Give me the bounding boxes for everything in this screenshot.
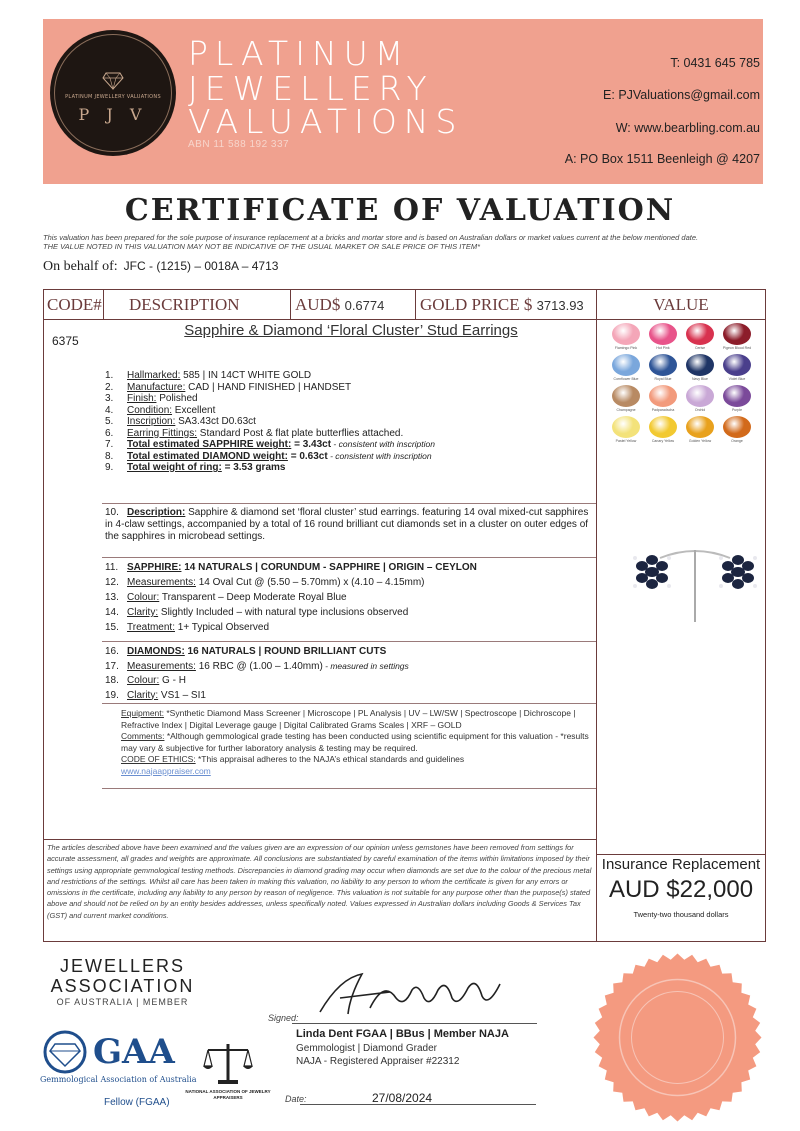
line-number: 3. <box>105 393 114 404</box>
line-label: Measurements: <box>127 660 196 672</box>
gem-swatch-label: Golden Yellow <box>688 439 712 443</box>
spec-line <box>105 439 435 450</box>
line-label: Total weight of ring: <box>127 462 222 473</box>
gem-swatch <box>686 323 714 345</box>
line-note: - measured in settings <box>322 660 409 671</box>
naja-logo-text: NATIONAL ASSOCIATION OF JEWELRY APPRAISERS <box>185 1089 271 1100</box>
gem-swatch-label: Padparadscha <box>651 408 675 412</box>
comments-text: *Although gemmological grade testing has been conducted using scientific equipment for this valuation - *results may vary & subjective for further laboratory analysis & testing may be required. <box>121 731 589 753</box>
pjv-logo <box>50 30 176 156</box>
line-number: 18. <box>105 675 119 686</box>
disclaimer <box>43 233 773 251</box>
gem-swatch-label: Orchid <box>694 408 706 412</box>
sapphire-line <box>105 622 269 633</box>
gem-swatch-label: Cornflower Blue <box>613 377 639 381</box>
behalf-label: On behalf of: <box>43 259 118 274</box>
line-label: Colour: <box>127 592 160 603</box>
on-behalf-of <box>43 259 278 275</box>
line-number: 5. <box>105 416 114 427</box>
valuation-date: 27/08/2024 <box>372 1091 433 1105</box>
line-label: Total estimated DIAMOND weight: <box>127 450 288 462</box>
line-number: 6. <box>105 427 114 439</box>
jewellers-association-logo <box>30 956 215 996</box>
line-label: Total estimated SAPPHIRE weight: <box>127 439 292 450</box>
line-value: SA3.43ct D0.63ct <box>175 416 256 427</box>
contact-email: E: PJValuations@gmail.com <box>603 88 760 102</box>
header-code: CODE# <box>47 295 102 314</box>
contact-phone: T: 0431 645 785 <box>670 56 760 70</box>
line-number: 14. <box>105 607 119 618</box>
spec-line <box>105 428 403 439</box>
gem-swatch <box>723 385 751 407</box>
behalf-ref: JFC - (1215) – 0018A – 4713 <box>123 259 279 273</box>
gem-swatch-label: Champagne <box>616 408 636 412</box>
header-gold-price: GOLD PRICE $ <box>420 295 533 314</box>
gem-swatch <box>723 323 751 345</box>
scales-icon <box>200 1040 256 1088</box>
brand-line-1: PLATINUM <box>188 34 411 73</box>
fellow-label: Fellow (FGAA) <box>104 1097 170 1108</box>
line-value: VS1 – SI1 <box>158 689 206 701</box>
disclaimer-line-1: This valuation has been prepared for the sole purpose of insurance replacement at a bricks and mortar store and is based on Australian dollars or market values current at the below mentioned date. <box>43 233 699 242</box>
line-value: Standard Post & flat plate butterflies attached. <box>197 427 404 439</box>
brand-line-2: JEWELLERY <box>188 69 434 108</box>
gem-swatch-label: Navy Blue <box>692 377 708 381</box>
desc-number: 10. <box>105 507 119 518</box>
gold-price: 3713.93 <box>536 298 584 313</box>
logo-text: PLATINUM JEWELLERY VALUATIONS <box>65 94 161 100</box>
gem-swatch <box>649 323 677 345</box>
line-label: SAPPHIRE: <box>127 562 182 573</box>
valuer-title-1: Gemmologist | Diamond Grader <box>296 1043 437 1054</box>
signed-label: Signed: <box>268 1013 299 1023</box>
line-label: Condition: <box>127 404 173 416</box>
gaa-subtitle: Gemmological Association of Australia <box>40 1075 197 1084</box>
line-number: 13. <box>105 592 119 603</box>
comments-label: Comments: <box>121 731 165 741</box>
header-aud: AUD$ <box>295 295 341 314</box>
line-number: 19. <box>105 689 119 701</box>
line-value: 14 NATURALS | CORUNDUM - SAPPHIRE | ORIGIN – CEYLON <box>181 562 477 573</box>
line-number: 1. <box>105 370 114 381</box>
signature-line <box>292 1023 537 1024</box>
diamond-line <box>105 690 206 701</box>
contact-web: W: www.bearbling.com.au <box>615 121 760 135</box>
line-value: = 3.43ct <box>291 439 332 450</box>
line-number: 8. <box>105 450 114 462</box>
line-number: 2. <box>105 381 114 393</box>
date-label: Date: <box>285 1094 307 1104</box>
line-note: - consistent with inscription <box>331 439 435 449</box>
line-number: 11. <box>105 562 119 573</box>
line-number: 7. <box>105 439 114 450</box>
gem-swatch-label: Hot Pink <box>656 346 670 350</box>
gem-swatch-label: Orange <box>731 439 743 443</box>
valuer-name: Linda Dent FGAA | BBus | Member NAJA <box>296 1028 509 1040</box>
spec-line <box>105 370 311 381</box>
description-para <box>105 507 595 543</box>
gem-swatch-label: Royal Blue <box>654 377 672 381</box>
line-value: 14 Oval Cut @ (5.50 – 5.70mm) x (4.10 – 4.15mm) <box>195 577 425 588</box>
gem-swatch <box>649 416 677 438</box>
seal-stamp <box>590 950 765 1125</box>
gem-swatch <box>723 354 751 376</box>
gem-swatch <box>612 354 640 376</box>
line-label: Treatment: <box>127 622 175 633</box>
item-title: Sapphire & Diamond ‘Floral Cluster’ Stud Earrings <box>184 322 518 339</box>
naja-link[interactable]: www.najaappraiser.com <box>121 765 211 776</box>
spec-line <box>105 393 198 404</box>
gaa-diamond-icon <box>40 1030 90 1074</box>
gem-swatch-label: Canary Yellow <box>651 439 675 443</box>
line-value: 585 | IN 14CT WHITE GOLD <box>180 370 312 381</box>
gem-swatch <box>686 416 714 438</box>
signature <box>300 968 520 1020</box>
line-value: 1+ Typical Observed <box>174 622 270 633</box>
ethics-text: *This appraisal adheres to the NAJA’s ethical standards and guidelines <box>195 754 465 764</box>
earrings-photo <box>630 536 760 626</box>
logo-initials: P J V <box>78 105 148 124</box>
spec-line <box>105 451 432 462</box>
ja-line-2: ASSOCIATION <box>50 976 195 996</box>
sapphire-line <box>105 592 347 603</box>
header-description: DESCRIPTION <box>129 295 240 314</box>
spec-line <box>105 405 215 416</box>
desc-text: Sapphire & diamond set ‘floral cluster’ stud earrings. featuring 14 oval mixed-cut sapphires in 4-claw settings, accompanied by a total of 16 round brilliant cut diamonds set in a cluster on outer edges of the sapphires in microbead settings. <box>105 507 589 542</box>
line-value: = 0.63ct <box>287 450 328 462</box>
gem-swatch <box>686 354 714 376</box>
gem-swatch <box>649 354 677 376</box>
line-value: CAD | HAND FINISHED | HANDSET <box>185 381 352 393</box>
line-number: 12. <box>105 577 119 588</box>
line-value: Transparent – Deep Moderate Royal Blue <box>159 592 347 603</box>
line-number: 9. <box>105 462 114 473</box>
ja-line-1: JEWELLERS <box>59 956 186 976</box>
line-value: Slightly Included – with natural type inclusions observed <box>158 607 409 618</box>
certificate-title: CERTIFICATE OF VALUATION <box>124 193 676 228</box>
equipment-label: Equipment: <box>121 708 164 718</box>
line-value: = 3.53 grams <box>221 462 286 473</box>
equipment-para <box>121 708 591 777</box>
spec-line <box>105 416 256 427</box>
sapphire-line <box>105 577 425 588</box>
gem-swatch <box>723 416 751 438</box>
line-number: 16. <box>105 646 119 657</box>
valuer-title-2: NAJA - Registered Appraiser #22312 <box>296 1056 460 1067</box>
diamond-line <box>105 675 186 686</box>
gem-swatch-label: Pastel Yellow <box>615 439 637 443</box>
diamond-icon <box>102 72 124 90</box>
insurance-title: Insurance Replacement <box>601 856 761 873</box>
gem-swatch-label: Pigeon Blood Red <box>722 346 752 350</box>
line-label: Hallmarked: <box>127 370 181 381</box>
line-value: 16 NATURALS | ROUND BRILLIANT CUTS <box>184 646 387 657</box>
sapphire-line <box>105 562 477 573</box>
line-label: DIAMONDS: <box>127 646 185 657</box>
gem-swatch <box>612 416 640 438</box>
gem-swatch-label: Cerise <box>694 346 706 350</box>
line-label: Earring Fittings: <box>127 427 198 439</box>
legal-text: The articles described above have been examined and the values given are an expression of our opinion unless gemstones have been removed from settings for accurate assessment, all grades and weights are approximate. All conclusions are substantiated by careful examination of the items within limitations imposed by their settings using appropriate gemmological testing methods. Discrepancies in diamond grading may occur when diamonds are set due to the colour of the precious metal and restrictions of the settings. Whilst all care has been taken in making this valuation, no liability to any person to whom the certificate is given for any errors or omissions in the certificate, including any liability to any person by reason of negligence. This valuation is not suitable for any purpose other than the purpose(s) stated above and should not be relied on by an entity besides addresses, unless specifically noted. Values expressed in Australian dollars including Goods & Services Tax (GST) and current market conditions. <box>47 843 592 920</box>
gem-swatch-label: Flamingo Pink <box>614 346 638 350</box>
line-value: Polished <box>156 393 198 404</box>
line-value: 16 RBC @ (1.00 – 1.40mm) <box>195 660 323 672</box>
insurance-value: AUD $22,000 <box>608 876 754 903</box>
ethics-label: CODE OF ETHICS: <box>121 754 196 764</box>
line-label: Clarity: <box>127 689 159 701</box>
brand-line-3: VALUATIONS <box>188 102 464 141</box>
spec-line <box>105 462 285 473</box>
line-label: Clarity: <box>127 607 159 618</box>
diamond-line <box>105 661 409 672</box>
line-number: 15. <box>105 622 119 633</box>
gem-swatch <box>686 385 714 407</box>
contact-address: A: PO Box 1511 Beenleigh @ 4207 <box>564 152 760 166</box>
gem-swatch-label: Violet Blue <box>728 377 746 381</box>
insurance-value-words: Twenty-two thousand dollars <box>633 910 729 919</box>
line-label: Colour: <box>127 675 160 686</box>
line-label: Measurements: <box>127 577 196 588</box>
aud-rate: 0.6774 <box>344 298 385 313</box>
gem-swatch <box>649 385 677 407</box>
disclaimer-line-2: THE VALUE NOTED IN THIS VALUATION MAY NOT BE INDICATIVE OF THE USUAL MARKET OR SALE PRICE OF THIS ITEM* <box>43 242 481 251</box>
line-number: 4. <box>105 404 114 416</box>
desc-label: Description: <box>127 507 186 518</box>
gem-swatch <box>612 323 640 345</box>
line-value: Excellent <box>172 404 216 416</box>
line-note: - consistent with inscription <box>327 450 432 461</box>
item-code: 6375 <box>52 334 79 348</box>
sapphire-line <box>105 607 408 618</box>
line-number: 17. <box>105 660 119 672</box>
gem-swatch <box>612 385 640 407</box>
line-value: G - H <box>159 675 186 686</box>
line-label: Manufacture: <box>127 381 186 393</box>
ja-member: OF AUSTRALIA | MEMBER <box>56 997 189 1007</box>
diamond-line <box>105 646 386 657</box>
line-label: Finish: <box>127 393 157 404</box>
header-value: VALUE <box>653 295 709 314</box>
equipment-text: *Synthetic Diamond Mass Screener | Microscope | PL Analysis | UV – LW/SW | Spectroscope | Dichroscope | Refractive Index | Digital Leverage gauge | Digital Calibrated Grams Scales | XRF – GOLD <box>121 708 576 730</box>
abn-number: ABN 11 588 192 337 <box>188 139 290 150</box>
line-label: Inscription: <box>127 416 176 427</box>
gaa-logo-text: GAA <box>93 1032 175 1072</box>
gem-swatch-label: Purple <box>731 408 743 412</box>
spec-line <box>105 382 351 393</box>
